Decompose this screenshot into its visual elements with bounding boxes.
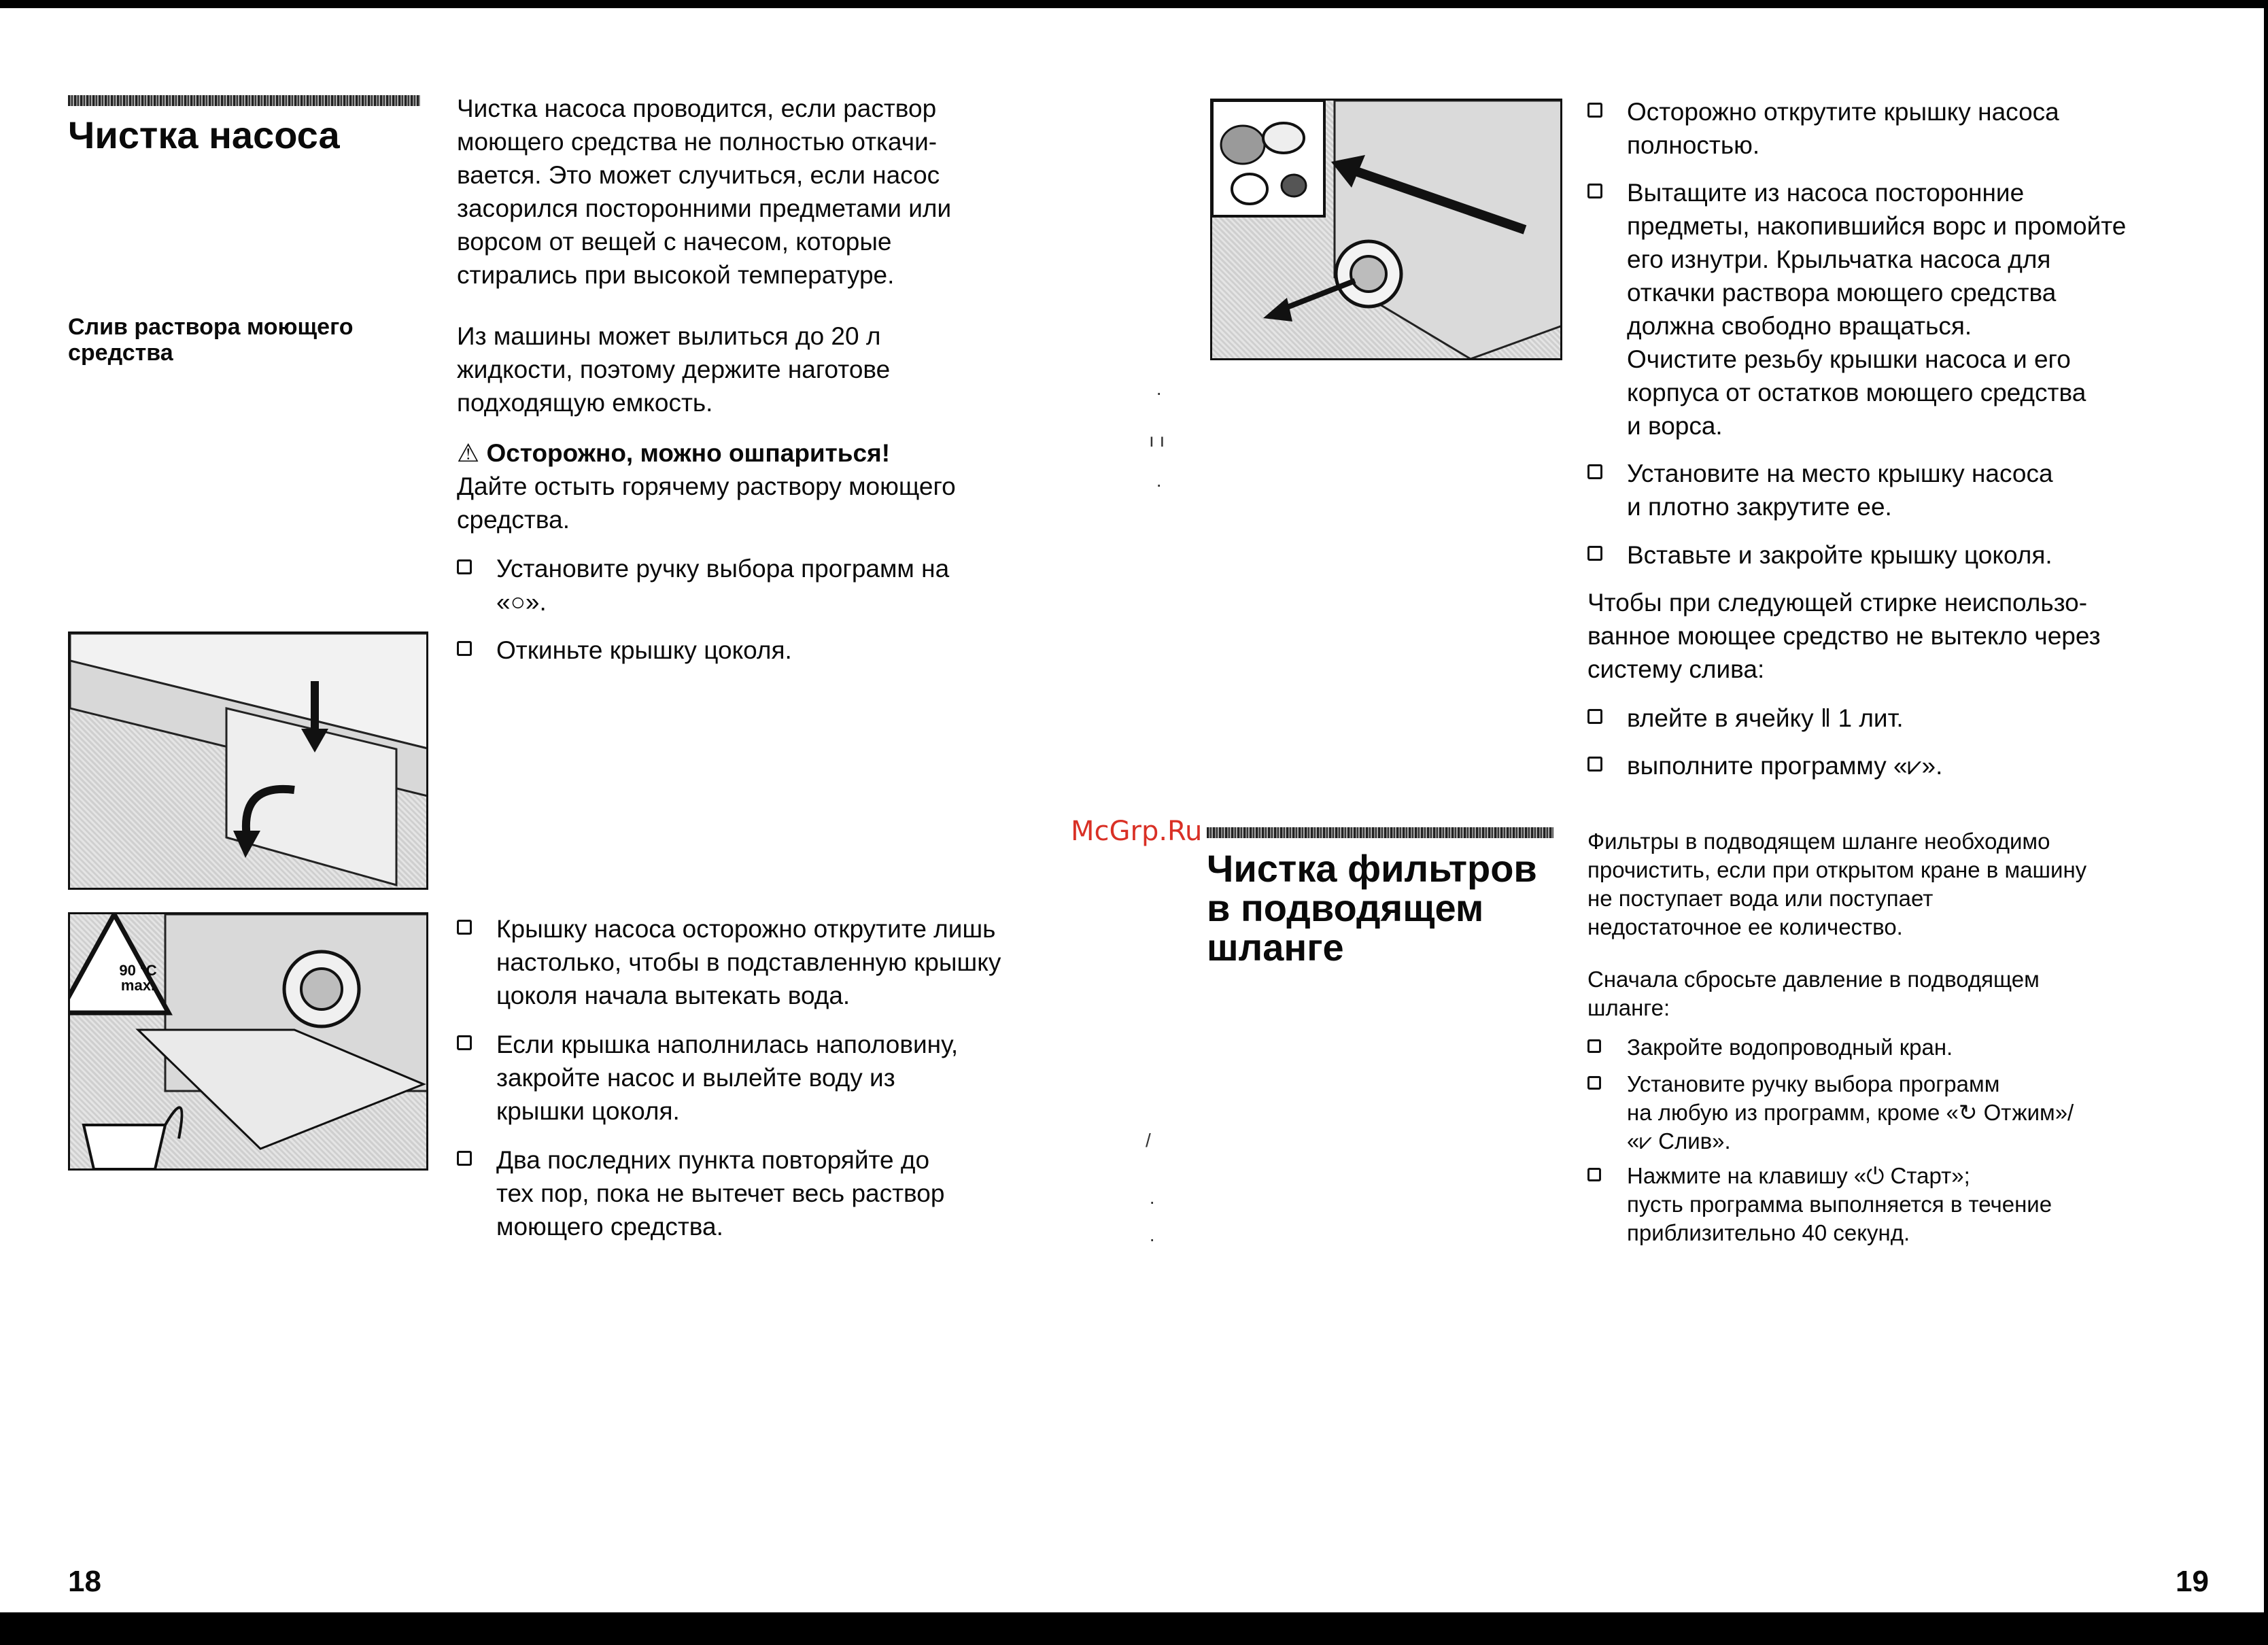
text-line: Закройте водопроводный кран.	[1627, 1035, 1953, 1060]
text-line: Нажмите на клавишу «⏻ Старт»;	[1627, 1163, 1970, 1188]
section-rule-left	[68, 95, 420, 106]
text-line: выполните программу «⩗».	[1627, 752, 1943, 780]
step-item	[1587, 538, 2233, 572]
text-line: настолько, чтобы в подставленную крышку	[496, 948, 1001, 976]
label-line: 90 °C	[119, 962, 157, 979]
text-line: Если крышка наполнилась наполовину,	[496, 1031, 959, 1058]
illustration-drain-into-cover	[68, 912, 428, 1171]
scan-speck: ·	[1156, 382, 1163, 403]
step-item	[1587, 95, 2233, 162]
text-line: откачки раствора моющего средства	[1627, 279, 2057, 307]
step-item	[457, 552, 1082, 619]
drain-drawing	[70, 914, 428, 1171]
checkbox-bullet-icon	[457, 641, 472, 656]
text-line: моющего средства.	[496, 1213, 723, 1241]
checkbox-bullet-icon	[1587, 1076, 1601, 1090]
pump-drawing	[1212, 101, 1562, 360]
page-number-left: 18	[68, 1565, 101, 1598]
text-line: Два последних пункта повторяйте до	[496, 1146, 930, 1174]
illustration-open-plinth-cover	[68, 631, 428, 890]
text-line: Установите ручку выбора программ	[1627, 1071, 2000, 1096]
text-line: прочистить, если при открытом кране в машину	[1587, 857, 2087, 882]
text-line: систему слива:	[1587, 655, 1765, 683]
text-line: Из машины может вылиться до 20 л	[457, 322, 881, 350]
subheading-line: средства	[68, 340, 173, 366]
checkbox-bullet-icon	[1587, 546, 1602, 561]
title-line: в подводящем	[1207, 886, 1484, 929]
section-title-filter-cleaning	[1207, 849, 1560, 967]
text-line: влейте в ячейку ‖ 1 лит.	[1627, 704, 1904, 732]
label-line: max.	[120, 977, 156, 994]
step-item	[1587, 702, 2233, 735]
text-line: Вставьте и закройте крышку цоколя.	[1627, 541, 2052, 569]
step-item	[1587, 1162, 2240, 1247]
text-line: полностью.	[1627, 131, 1760, 159]
text-line: пусть программа выполняется в течение	[1627, 1192, 2052, 1217]
section-title-pump-cleaning: Чистка насоса	[68, 114, 340, 156]
text-line: подходящую емкость.	[457, 389, 713, 417]
text-line: на любую из программ, кроме «↻ Отжим»/	[1627, 1100, 2074, 1125]
text-line: Осторожно открутите крышку насоса	[1627, 98, 2059, 126]
text-line: недостаточное ее количество.	[1587, 914, 1903, 939]
intro-paragraph	[457, 92, 1069, 292]
scan-speck: /	[1146, 1130, 1151, 1151]
step-item	[1587, 749, 2233, 782]
checkbox-bullet-icon	[1587, 1168, 1601, 1181]
text-line: засорился посторонними предметами или	[457, 194, 952, 222]
text-line: Очистите резьбу крышки насоса и его	[1627, 345, 2071, 373]
checkbox-bullet-icon	[1587, 709, 1602, 724]
checkbox-bullet-icon	[457, 1035, 472, 1050]
title-line: Чистка фильтров	[1207, 847, 1537, 890]
checkbox-bullet-icon	[457, 559, 472, 574]
checkbox-bullet-icon	[1587, 464, 1602, 479]
text-line: Дайте остыть горячему раствору моющего	[457, 472, 956, 500]
text-line: тех пор, пока не вытечет весь раствор	[496, 1179, 945, 1207]
checkbox-bullet-icon	[1587, 184, 1602, 198]
text-line: Сначала сбросьте давление в подводящем	[1587, 967, 2040, 992]
step-item	[1587, 176, 2233, 443]
step-item	[457, 912, 1082, 1012]
scan-speck: ·	[1149, 1191, 1156, 1212]
text-line: «⩗ Слив».	[1627, 1128, 1731, 1154]
page-number-right: 19	[2176, 1565, 2209, 1598]
watermark: McGrp.Ru	[1071, 816, 1203, 847]
pressure-paragraph	[1587, 965, 2240, 1022]
text-line: стирались при высокой температуре.	[457, 261, 895, 289]
text-line: средства.	[457, 506, 570, 534]
text-line: не поступает вода или поступает	[1587, 886, 1934, 911]
subheading-detergent-drain	[68, 314, 422, 366]
text-line: и плотно закрутите ее.	[1627, 493, 1892, 521]
scan-speck: ·	[1149, 1228, 1156, 1249]
text-line: ворсом от вещей с начесом, которые	[457, 228, 892, 256]
step-item	[1587, 1033, 2240, 1062]
text-line: жидкости, поэтому держите наготове	[457, 356, 891, 383]
text-line: Чистка насоса проводится, если раствор	[457, 94, 937, 122]
filter-intro-paragraph	[1587, 827, 2240, 941]
text-line: шланге:	[1587, 995, 1670, 1020]
scald-warning	[457, 436, 1069, 536]
text-line: крышки цоколя.	[496, 1097, 680, 1125]
checkbox-bullet-icon	[1587, 757, 1602, 772]
subheading-line: Слив раствора моющего	[68, 314, 354, 340]
step-item	[1587, 457, 2233, 523]
text-line: его изнутри. Крыльчатка насоса для	[1627, 245, 2051, 273]
text-line: Установите ручку выбора программ на	[496, 555, 950, 583]
scan-speck: ı ı	[1149, 430, 1165, 451]
checkbox-bullet-icon	[1587, 103, 1602, 118]
text-line: цоколя начала вытекать вода.	[496, 982, 850, 1009]
step-item	[457, 634, 1082, 667]
text-line: и ворса.	[1627, 412, 1723, 440]
drain-paragraph	[457, 319, 1069, 419]
detergent-note	[1587, 586, 2240, 686]
temperature-warning-label	[101, 963, 175, 993]
text-line: предметы, накопившийся ворс и промойте	[1627, 212, 2127, 240]
step-item	[457, 1028, 1082, 1128]
manual-spread	[0, 8, 2264, 1612]
text-line: Фильтры в подводящем шланге необходимо	[1587, 829, 2050, 854]
checkbox-bullet-icon	[457, 920, 472, 935]
scan-speck: ·	[1156, 474, 1163, 495]
text-line: должна свободно вращаться.	[1627, 312, 1972, 340]
section-rule-right	[1207, 827, 1553, 838]
text-line: моющего средства не полностью откачи-	[457, 128, 938, 156]
text-line: Чтобы при следующей стирке неиспользо-	[1587, 589, 2088, 617]
warning-title: ⚠ Осторожно, можно ошпариться!	[457, 439, 891, 467]
checkbox-bullet-icon	[1587, 1039, 1601, 1053]
text-line: закройте насос и вылейте воду из	[496, 1064, 895, 1092]
text-line: Крышку насоса осторожно открутите лишь	[496, 915, 996, 943]
checkbox-bullet-icon	[457, 1151, 472, 1166]
plinth-cover-drawing	[70, 634, 428, 890]
title-line: шланге	[1207, 926, 1344, 969]
text-line: корпуса от остатков моющего средства	[1627, 379, 2086, 406]
text-line: ванное моющее средство не вытекло через	[1587, 622, 2101, 650]
step-item	[1587, 1070, 2240, 1156]
text-line: приблизительно 40 секунд.	[1627, 1220, 1910, 1245]
text-line: «○».	[496, 588, 547, 616]
illustration-pump-cap-removal	[1210, 99, 1562, 360]
text-line: Откиньте крышку цоколя.	[496, 636, 792, 664]
step-item	[457, 1143, 1082, 1243]
text-line: Вытащите из насоса посторонние	[1627, 179, 2025, 207]
text-line: вается. Это может случиться, если насос	[457, 161, 940, 189]
text-line: Установите на место крышку насоса	[1627, 460, 2053, 487]
